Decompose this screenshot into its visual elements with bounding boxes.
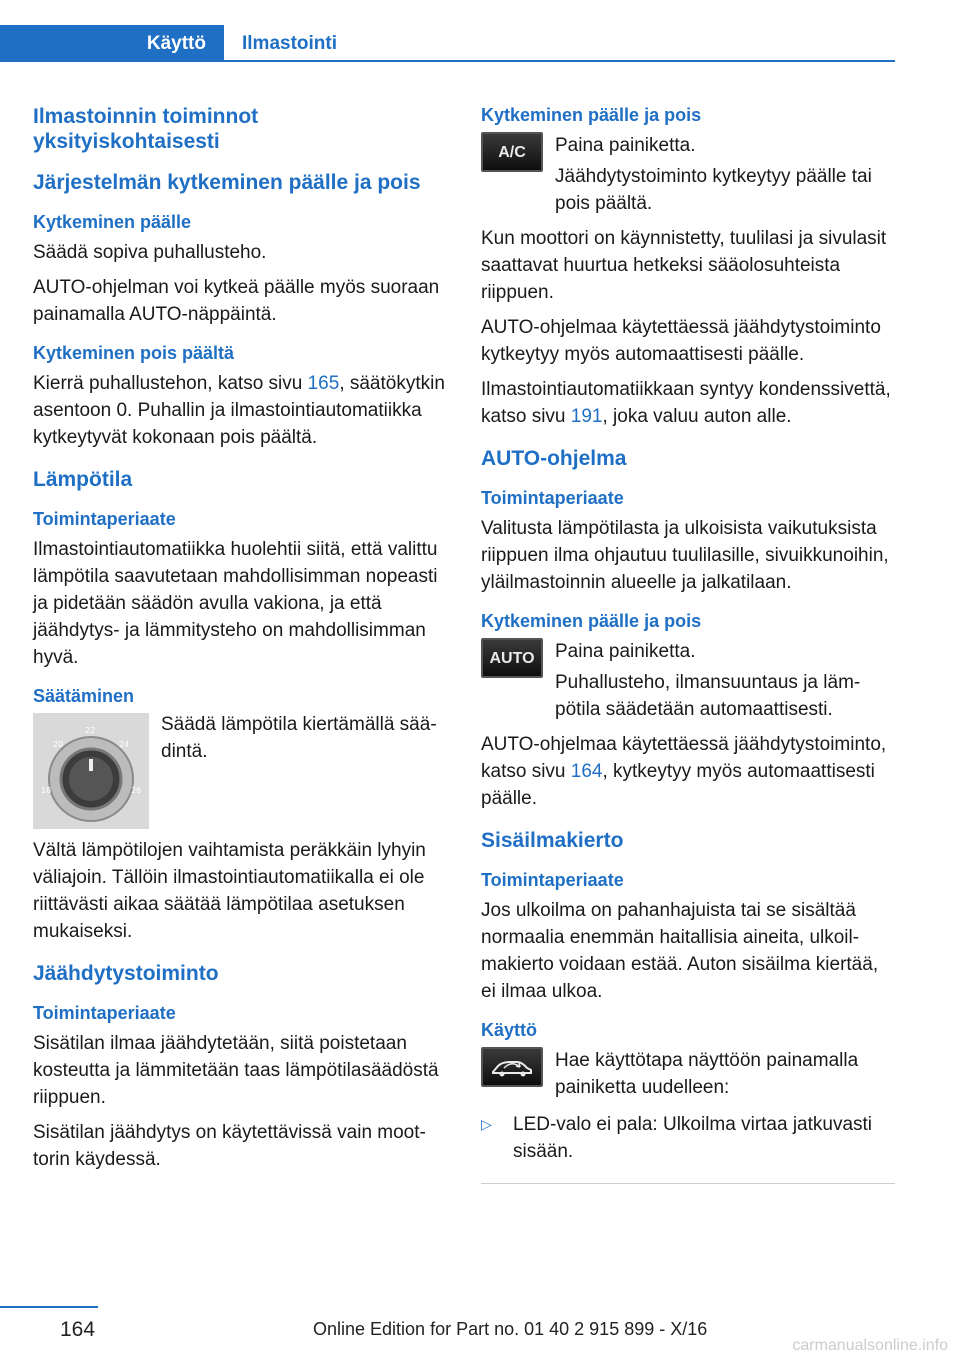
knob-label-18: 18 [41, 786, 52, 795]
header-rule [0, 60, 895, 62]
page-number: 164 [60, 1318, 96, 1341]
paragraph: Jäähdytystoiminto kytkeytyy päälle tai pois päältä. [555, 166, 872, 214]
paragraph: Paina painiketta. [555, 641, 696, 662]
list-item [481, 1111, 895, 1165]
paragraph: Hae käyttötapa näyttöön painamalla painiketta uudelleen: [555, 1050, 859, 1098]
subheading-switch-off: Kytkeminen pois päältä [33, 343, 235, 363]
paragraph: Vältä lämpötilojen vaihtamista peräkkäin lyhyin väliajoin. Tällöin ilmastointiautomatiikalla ei ole riittävästi aikaa säätää lämpötilaa asetuksen mukaiseksi. [33, 840, 426, 942]
paragraph: Säädä lämpötila kiertämällä säädintä. [161, 714, 437, 762]
paragraph: AUTO-ohjelmaa käytettäessä jäähdytystoiminto kytkeytyy myös automaattisesti päälle. [481, 317, 881, 365]
auto-button-image: AUTO [481, 638, 543, 678]
page-heading: Ilmastoinnin toiminnot yksityiskohtaisesti [33, 105, 259, 153]
knob-label-26: 26 [131, 786, 142, 795]
paragraph: Ilmastointiautomatiikka huolehtii siitä, että valittu lämpötila saavutetaan mahdollisimman nopeasti ja pidetään säädön avulla vakiona, ja että jäähdytys- ja lämmitysteho on mahdollisimman hyvä. [33, 539, 438, 668]
paragraph: Sisätilan jäähdytys on käytettävissä vain moottorin käydessä. [33, 1122, 426, 1170]
paragraph: Kierrä puhallustehon, katso sivu 165, säätökytkin asentoon 0. Puhallin ja ilmastointiautomatiikka kytkeytyvät kokonaan pois päältä. [33, 373, 445, 448]
temperature-knob-image [33, 713, 149, 829]
auto-button-row [481, 638, 895, 723]
car-recirculation-icon [490, 1055, 534, 1079]
recirc-button-row [481, 1047, 895, 1101]
subheading-principle: Toimintaperiaate [33, 1003, 176, 1023]
page-link[interactable]: 191 [570, 406, 603, 427]
temperature-knob-icon [33, 713, 149, 829]
section-title-recirculation: Sisäilmakierto [481, 829, 624, 852]
list-separator [481, 1183, 895, 1184]
paragraph: Ilmastointiautomatiikkaan syntyy kondenssivettä, katso sivu 191, joka valuu auton alle. [481, 379, 891, 427]
subheading-adjusting: Säätäminen [33, 686, 135, 706]
paragraph: Puhallusteho, ilmansuuntaus ja lämpötila säädetään automaattisesti. [555, 672, 861, 720]
paragraph: Jos ulkoilma on pahanhajuista tai se sisältää normaalia enemmän haitallisia aineita, ulkoilmakierto voidaan estää. Auton sisäilma kiertää, ei ilmaa ulkoa. [481, 900, 879, 1002]
ac-button-row [481, 132, 895, 217]
knob-label-24: 24 [119, 740, 130, 749]
section-title-temperature: Lämpötila [33, 468, 133, 491]
knob-label-20: 20 [53, 740, 64, 749]
paragraph: Paina painiketta. [555, 135, 696, 156]
subheading-principle: Toimintaperiaate [481, 488, 624, 508]
paragraph: Sisätilan ilmaa jäähdytetään, siitä poistetaan kosteutta ja lämmitetään taas lämpötilasäädöstä riippuen. [33, 1033, 439, 1108]
knob-label-22: 22 [85, 726, 96, 735]
paragraph: LED-valo ei pala: Ulkoilma virtaa jatkuvasti sisään. [513, 1114, 873, 1162]
subheading-auto-on-off: Kytkeminen päälle ja pois [481, 611, 702, 631]
subheading-ac-on-off: Kytkeminen päälle ja pois [481, 105, 702, 125]
section-title-cooling: Jäähdytystoiminto [33, 962, 219, 985]
header-chapter-tab: Käyttö [0, 25, 224, 62]
subheading-switch-on: Kytkeminen päälle [33, 212, 192, 232]
right-column [481, 104, 895, 1165]
section-title-system: Järjestelmän kytkeminen päälle ja pois [33, 171, 421, 194]
ac-button-image: A/C [481, 132, 543, 172]
recirculation-button-image [481, 1047, 543, 1087]
paragraph: AUTO-ohjelmaa käytettäessä jäähdytystoiminto, katso sivu 164, kytkeytyy myös automaattisesti päälle. [481, 734, 887, 809]
header-section-tab: Ilmastointi [242, 33, 338, 54]
subheading-usage: Käyttö [481, 1020, 538, 1040]
page-link[interactable]: 164 [570, 761, 603, 782]
paragraph: AUTO-ohjelman voi kytkeä päälle myös suoraan painamalla AUTO-näppäintä. [33, 277, 440, 325]
page-link[interactable]: 165 [307, 373, 340, 394]
subheading-principle: Toimintaperiaate [33, 509, 176, 529]
footer-rule [0, 1306, 98, 1308]
paragraph: Säädä sopiva puhallusteho. [33, 242, 267, 263]
knob-figure-row [33, 713, 445, 829]
bullet-arrow-icon: ▷ [481, 1116, 492, 1132]
left-column [33, 104, 445, 1181]
watermark: carmanualsonline.info [792, 1337, 948, 1354]
paragraph: Kun moottori on käynnistetty, tuulilasi ja sivulasit saattavat huurtua hetkeksi sääolosuhteista riippuen. [481, 228, 887, 303]
paragraph: Valitusta lämpötilasta ja ulkoisista vaikutuksista riippuen ilma ohjautuu tuulilasille, sivuikkunoihin, yläilmastoinnin alueelle ja jalkatilaan. [481, 518, 889, 593]
subheading-principle: Toimintaperiaate [481, 870, 624, 890]
section-title-auto: AUTO-ohjelma [481, 447, 627, 470]
edition-text: Online Edition for Part no. 01 40 2 915 899 - X/16 [313, 1319, 708, 1339]
